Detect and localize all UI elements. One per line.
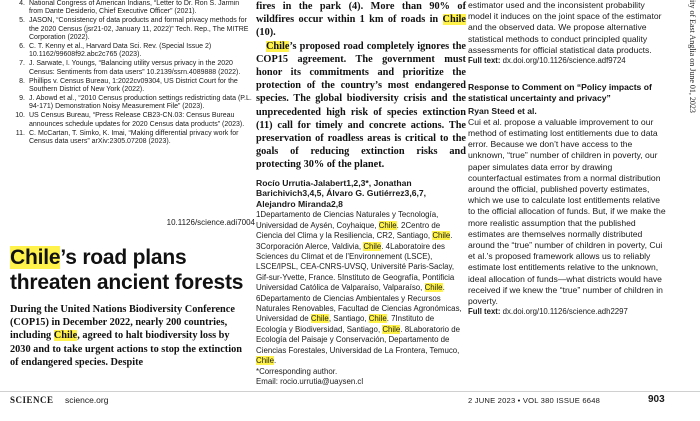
left-column: [10, 0, 255, 368]
search-highlight: Chile: [266, 40, 290, 52]
letter-lede: During the United Nations Biodiversity Conference (COP15) in December 2022, nearly 200 countries, including Chile, agreed to halt biodiversity loss by 2030 and to take urgent actions to stop the extinction of endangered species. Despite: [10, 304, 242, 368]
corresponding-author-note: *Corresponding author.: [256, 366, 338, 376]
search-highlight: Chile: [382, 324, 401, 334]
author-affiliations: 1Departamento de Ciencias Naturales y Tecnología, Universidad de Aysén, Coyhaique, Chile. 2Centro de Ciencia del Clima y la Resiliencia, CR2, Santiago, Chile. 3Corporación Alerce, Valdivia, Chile. 4Laboratoire des Sciences du Climat et de l’Environnement (LSCE), LSCE/IPSL, CEA-CNRS-UVSQ, Université Paris-Saclay, Gif-sur-Yvette, France. 5Instituto de Geografía, Pontificia Universidad Católica de Valparaíso, Valparaíso, Chile. 6Departamento de Ciencias Ambientales y Recursos Naturales Renovables, Facultad de Ciencias Agronómicas, Universidad de Chile, Santiago, Chile. 7Instituto de Ecología y Biodiversidad, Santiago, Chile. 8Laboratorio de Ecología del Paisaje y Conservación, Departamento de Ciencias Forestales, Universidad de La Frontera, Temuco, Chile.: [256, 210, 462, 366]
search-highlight: Chile: [10, 246, 61, 269]
body-paragraph: Chile’s proposed road completely ignores the COP15 agreement. The government must honor its commitments and prioritize the protection of the country’s most endangered species. The global biodiversity crisis and the unprecedented high risk of species extinction (11) call for timely and concrete actions. The preservation of roadless areas is critical to the goals of reducing extinction risks and protecting 30% of the planet.: [256, 40, 466, 171]
reference-item: 7. J. Sarwate, I. Youngs, “Balancing utility versus privacy in the 2020 Census: Sentiments from data users” 10.2139/ssrn.4089888 (2022).: [19, 60, 241, 76]
response-abstract: Cui et al. propose a valuable improvement to our method of estimating lost entitlements due to data error. Because we don’t have access to the unknown, “true” number of children in poverty, our paper simulates data error by drawing counterfactual estimates from a normal distribution around the official, published poverty estimates, which we use to calculate lost entitlements relative to the official allocation of funds. But, if we make the more realistic assumption that the published estimates are themselves normally distributed around the “true” number of children in poverty, Cui et al.’s proposed framework allows us to reliably estimate lost entitlements relative to the unknown, ideal allocation of funds—what districts would have received if we knew the “true” number of children in poverty.: [468, 116, 666, 307]
issue-info: 2 JUNE 2023 • VOL 380 ISSUE 6648: [468, 396, 601, 405]
reference-item: 10. US Census Bureau, “Press Release CB23-CN.03: Census Bureau announces schedule updates for 2020 Census data products” (2023).: [15, 112, 245, 128]
search-highlight: Chile: [442, 14, 466, 26]
journal-site[interactable]: science.org: [65, 395, 109, 405]
response-title: Response to Comment on “Policy impacts of statistical uncertainty and privacy”: [468, 82, 652, 103]
full-text-link[interactable]: Full text: dx.doi.org/10.1126/science.adh2297: [468, 307, 628, 317]
page-number: 903: [648, 394, 665, 405]
footer-rule: [0, 391, 700, 392]
search-highlight: Chile: [53, 330, 78, 342]
response-author: Ryan Steed et al.: [468, 106, 537, 117]
search-highlight: Chile: [310, 314, 329, 324]
reference-item: 6. C. T. Kenny et al., Harvard Data Sci. Rev. (Special Issue 2) 10.1162/99608f92.abc2c765 (2023).: [19, 43, 212, 59]
reference-item: 9. J. Abowd et al., “2010 Census production settings redistricting data (P.L. 94-171) Demonstration Noisy Measurement File” (2023).: [19, 94, 252, 111]
search-highlight: Chile: [378, 220, 397, 230]
reference-item: 5. JASON, “Consistency of data products and formal privacy methods for the 2020 Census (jsr21-02, January 11, 2022)” Tech. Rep., The MITRE Corporation (2022).: [19, 17, 249, 42]
reference-list: [10, 0, 255, 146]
reference-item: 11. C. McCartan, T. Simko, K. Imai, “Making differential privacy work for Census data users” arXiv:2305.07208 (2023).: [15, 129, 239, 145]
search-highlight: Chile: [432, 231, 451, 241]
comment-abstract: estimator used and the inconsistent probability model it induces on the joint space of the estimator and the observed data. We propose alternative statistical methods to conduct principled quality assessments for official statistical data products.: [468, 0, 662, 55]
letter-body: [256, 0, 466, 172]
search-highlight: Chile: [363, 241, 382, 251]
right-column: [468, 0, 668, 317]
article-doi[interactable]: 10.1126/science.adi7004: [166, 218, 255, 227]
author-email[interactable]: Email: rocio.urrutia@uaysen.cl: [256, 376, 364, 386]
author-signature: Rocío Urrutia-Jalabert1,2,3*, Jonathan Barichivich3,4,5, Álvaro G. Gutiérrez3,6,7, Alejandro Miranda2,8: [256, 177, 427, 209]
page-footer: [0, 391, 700, 421]
search-highlight: Chile: [256, 356, 274, 366]
download-stamp: ity of East Anglia on June 01, 2023: [688, 0, 697, 113]
letter-headline: Chile’s road plans threaten ancient forests: [10, 246, 244, 294]
full-text-link[interactable]: Full text: dx.doi.org/10.1126/science.adf9724: [468, 56, 626, 66]
search-highlight: Chile: [424, 283, 443, 293]
middle-column: [256, 0, 466, 387]
journal-name: SCIENCE: [10, 395, 54, 405]
search-highlight: Chile: [368, 314, 387, 324]
reference-item: 4. National Congress of American Indians, “Letter to Dr. Ron S. Jarmin from Dante Desiderio, Chief Executive Officer” (2021).: [19, 0, 240, 16]
body-paragraph: fires in the park (4). More than 90% of wildfires occur within 1 km of roads in Chile (10).: [256, 1, 466, 39]
reference-item: 8. Phillips v. Census Bureau, 1:2022cv09304, US District Court for the Southern District of New York (2022).: [19, 77, 238, 94]
